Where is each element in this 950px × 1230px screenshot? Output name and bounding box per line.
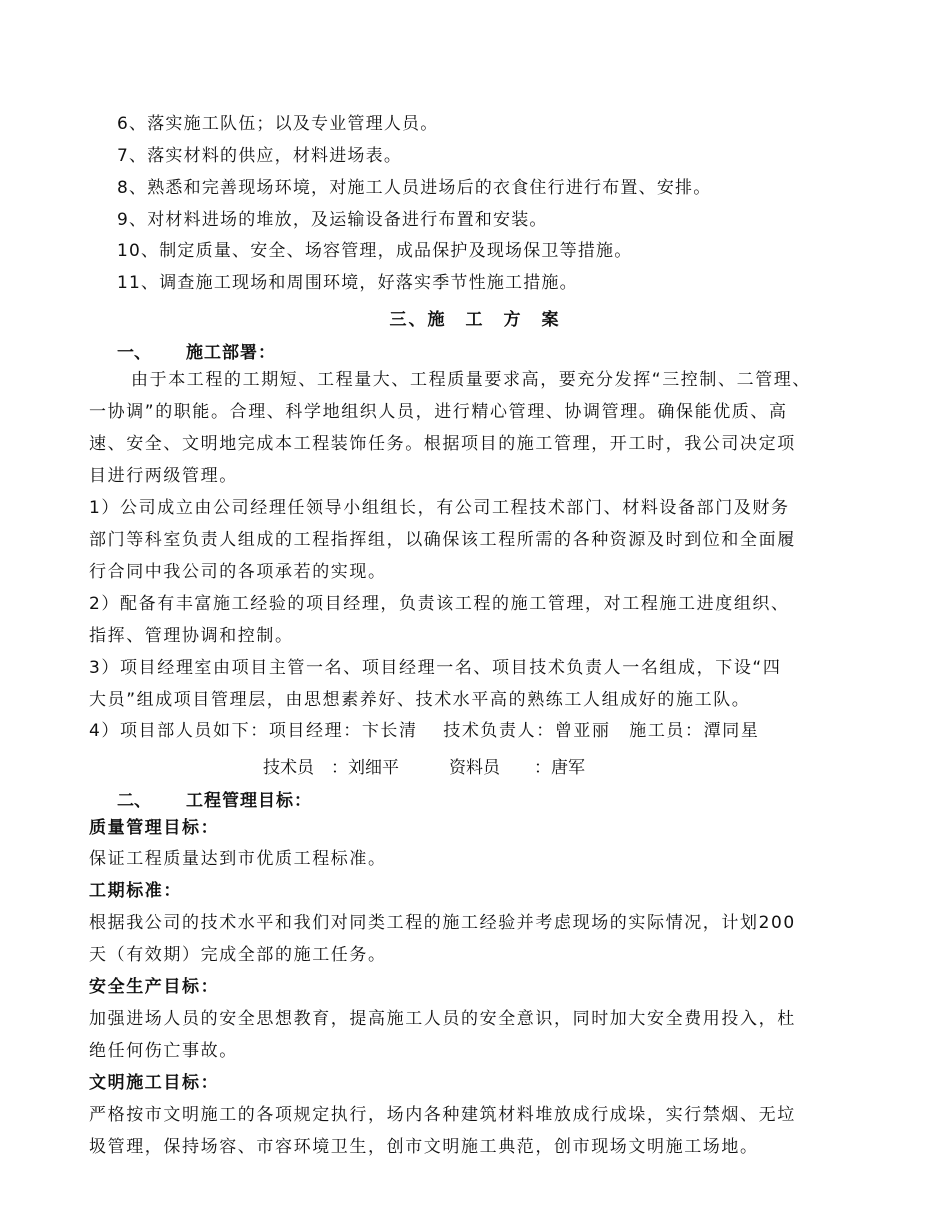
- paragraph-line: 绝任何伤亡事故。: [89, 1041, 238, 1061]
- staff-list-line: 4）项目部人员如下：项目经理：卞长清 技术负责人：曾亚丽 施工员：潭同星: [89, 721, 760, 741]
- prep-item: 8、熟悉和完善现场环境，对施工人员进场后的衣食住行进行布置、安排。: [117, 178, 712, 198]
- quality-text: 保证工程质量达到市优质工程标准。: [89, 849, 387, 869]
- staff-technician: 技术员 ：刘细平: [263, 758, 399, 778]
- paragraph-line: 严格按市文明施工的各项规定执行，场内各种建筑材料堆放成行成垛，实行禁烟、无垃: [89, 1105, 796, 1125]
- list-item-line: 部门等科室负责人组成的工程指挥组，以确保该工程所需的各种资源及时到位和全面履: [89, 530, 796, 550]
- schedule-heading: 工期标准：: [89, 881, 182, 901]
- list-item-line: 1）公司成立由公司经理任领导小组组长，有公司工程技术部门、材料设备部门及财务: [89, 498, 790, 518]
- section-number: 二、: [117, 791, 151, 811]
- paragraph-line: 由于本工程的工期短、工程量大、工程质量要求高，要充分发挥“三控制、二管理、: [131, 370, 812, 390]
- prep-item: 6、落实施工队伍；以及专业管理人员。: [117, 114, 439, 134]
- section-number: 一、: [117, 343, 151, 363]
- prep-item: 10、制定质量、安全、场容管理，成品保护及现场保卫等措施。: [117, 241, 633, 261]
- list-item-line: 3）项目经理室由项目主管一名、项目经理一名、项目技术负责人一名组成，下设“四: [89, 658, 782, 678]
- list-item-line: 指挥、管理协调和控制。: [89, 626, 294, 646]
- quality-heading: 质量管理目标：: [89, 818, 220, 838]
- prep-item: 9、对材料进场的堆放，及运输设备进行布置和安装。: [117, 210, 548, 230]
- list-item-line: 2）配备有丰富施工经验的项目经理，负责该工程的施工管理，对工程施工进度组织、: [89, 594, 790, 614]
- list-item-line: 大员”组成项目管理层，由思想素养好、技术水平高的熟练工人组成好的施工队。: [89, 690, 751, 710]
- civil-heading: 文明施工目标：: [89, 1073, 220, 1093]
- paragraph-line: 目进行两级管理。: [89, 466, 238, 486]
- prep-item: 7、落实材料的供应，材料进场表。: [117, 146, 403, 166]
- section-title: 工程管理目标：: [186, 791, 312, 811]
- paragraph-line: 加强进场人员的安全思想教育，提高施工人员的安全意识，同时加大安全费用投入，杜: [89, 1009, 796, 1029]
- list-item-line: 行合同中我公司的各项承若的实现。: [89, 562, 387, 582]
- prep-item: 11、调查施工现场和周围环境，好落实季节性施工措施。: [117, 273, 578, 293]
- safety-heading: 安全生产目标：: [89, 977, 220, 997]
- paragraph-line: 根据我公司的技术水平和我们对同类工程的施工经验并考虑现场的实际情况，计划200: [89, 913, 796, 933]
- section-title: 施工部署：: [186, 343, 276, 363]
- paragraph-line: 天（有效期）完成全部的施工任务。: [89, 945, 387, 965]
- paragraph-line: 一协调”的职能。合理、科学地组织人员，进行精心管理、协调管理。确保能优质、高: [89, 402, 788, 422]
- chapter-title: 三、施 工 方 案: [389, 310, 561, 330]
- paragraph-line: 圾管理，保持场容、市容环境卫生，创市文明施工典范，创市现场文明施工场地。: [89, 1137, 759, 1157]
- staff-document-clerk: 资料员 ：唐军: [449, 758, 585, 778]
- paragraph-line: 速、安全、文明地完成本工程装饰任务。根据项目的施工管理，开工时，我公司决定项: [89, 434, 796, 454]
